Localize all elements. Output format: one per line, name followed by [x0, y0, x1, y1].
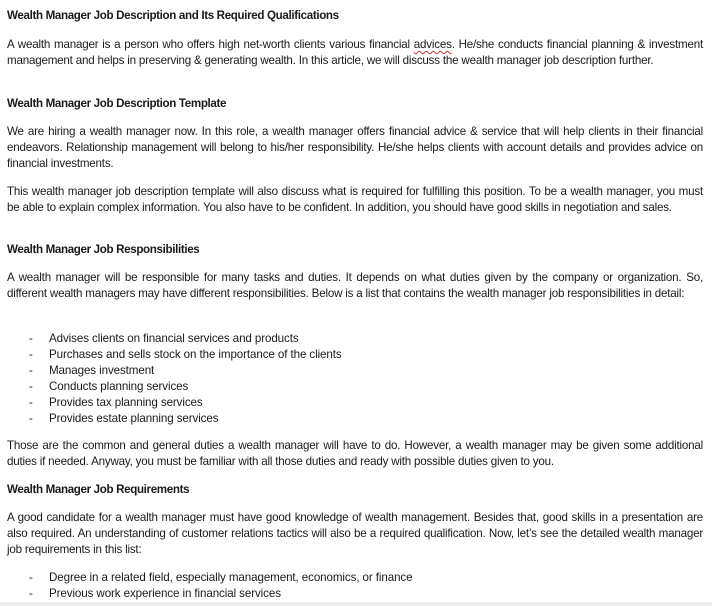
- template-paragraph-1: We are hiring a wealth manager now. In this role, a wealth manager offers financial advice & service that will help clients in their financial endeavors. Relationship management will belong to his/her responsibility. He/she helps clients with account details and provides advice on financial investments.: [7, 125, 703, 170]
- requirements-intro: A good candidate for a wealth manager must have good knowledge of wealth management. Besides that, good skills in a presentation are also required. An understanding of customer relations tactics will also be a required qualification. Now, let’s see the detailed wealth manager job requirements in this list:: [7, 511, 703, 556]
- list-item: - Advises clients on financial services and products: [29, 332, 299, 345]
- requirements-list: [7, 570, 412, 602]
- document-title: Wealth Manager Job Description and Its Required Qualifications: [7, 9, 339, 22]
- dash-bullet-icon: -: [29, 364, 33, 377]
- dash-bullet-icon: -: [29, 571, 33, 584]
- bottom-edge-strip: [0, 602, 712, 606]
- list-item: - Provides estate planning services: [29, 412, 219, 425]
- list-item: - Manages investment: [29, 364, 155, 377]
- section-heading-requirements: Wealth Manager Job Requirements: [7, 483, 190, 496]
- responsibilities-outro: Those are the common and general duties a wealth manager will have to do. However, a wealth manager may be given some additional duties if needed. Anyway, you must be familiar with all those duties and ready with possible duties given to you.: [7, 439, 703, 468]
- list-item: - Degree in a related field, especially management, economics, or finance: [29, 571, 413, 584]
- dash-bullet-icon: -: [29, 380, 33, 393]
- list-item: - Purchases and sells stock on the importance of the clients: [29, 348, 342, 361]
- dash-bullet-icon: -: [29, 332, 33, 345]
- section-heading-responsibilities: Wealth Manager Job Responsibilities: [7, 243, 200, 256]
- dash-bullet-icon: -: [29, 396, 33, 409]
- spellcheck-flagged-word[interactable]: advices: [413, 38, 452, 51]
- template-paragraph-2: This wealth manager job description template will also discuss what is required for fulfilling this position. To be a wealth manager, you must be able to explain complex information. You also have to be confident. In addition, you should have good skills in negotiation and sales.: [7, 185, 703, 214]
- intro-text-start: A wealth manager is a person who offers high net-worth clients various financial: [7, 38, 414, 51]
- intro-paragraph: [7, 37, 703, 69]
- responsibilities-intro: A wealth manager will be responsible for many tasks and duties. It depends on what duties given by the company or organization. So, different wealth managers may have different responsibilities. Below is a list that contains the wealth manager job responsibilities in detail:: [7, 271, 703, 300]
- list-item: - Previous work experience in financial services: [29, 587, 281, 600]
- section-heading-template: Wealth Manager Job Description Template: [7, 97, 227, 110]
- dash-bullet-icon: -: [29, 587, 33, 600]
- list-item: - Provides tax planning services: [29, 396, 203, 409]
- list-item: - Conducts planning services: [29, 380, 189, 393]
- dash-bullet-icon: -: [29, 348, 33, 361]
- responsibilities-list: [7, 331, 342, 427]
- dash-bullet-icon: -: [29, 412, 33, 425]
- intro-text-end: . He/she conducts financial planning & investment management and helps in preserving & generating wealth. In this article, we will discuss the wealth manager job description further.: [7, 38, 703, 67]
